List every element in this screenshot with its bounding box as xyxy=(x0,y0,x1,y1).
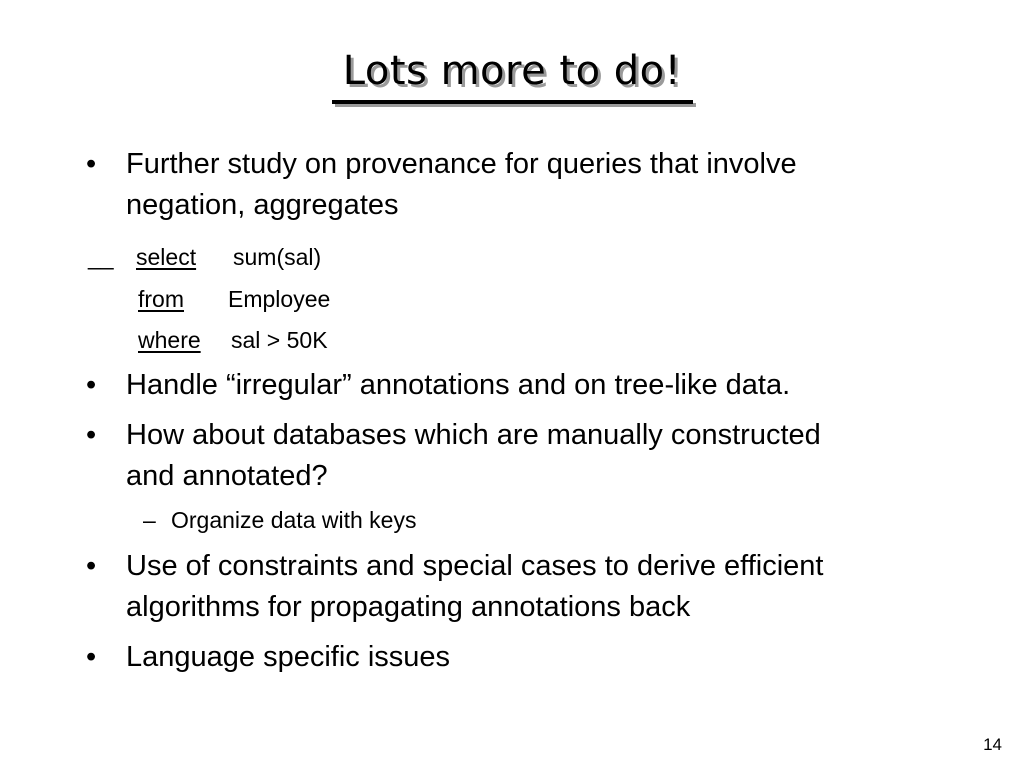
bullet-text-line: negation, aggregates xyxy=(126,189,399,221)
bullet-glyph: • xyxy=(86,641,97,673)
bullet-text-line: algorithms for propagating annotations back xyxy=(126,591,691,623)
query-blank: __ xyxy=(88,244,114,270)
query-from-expression: Employee xyxy=(228,286,331,312)
query-select-expression: sum(sal) xyxy=(233,244,322,270)
dash-glyph: – xyxy=(143,507,156,533)
bullet-text-line: How about databases which are manually constructed xyxy=(126,419,821,451)
bullet-glyph: • xyxy=(86,369,97,401)
bullet-text-line: Further study on provenance for queries that involve xyxy=(126,148,797,180)
sub-bullet-text: Organize data with keys xyxy=(171,507,417,533)
query-select-keyword: select xyxy=(136,244,197,270)
query-where-expression: sal > 50K xyxy=(231,327,328,353)
bullet-text-line: Language specific issues xyxy=(126,641,451,673)
bullet-glyph: • xyxy=(86,419,97,451)
bullet-glyph: • xyxy=(86,550,97,582)
bullet-glyph: • xyxy=(86,148,97,180)
query-where-keyword: where xyxy=(138,327,201,353)
query-from-keyword: from xyxy=(138,286,184,312)
bullet-text-line: Handle “irregular” annotations and on tree-like data. xyxy=(126,369,791,401)
title-underline xyxy=(332,100,693,104)
page-number: 14 xyxy=(983,735,1002,754)
bullet-text-line: Use of constraints and special cases to derive efficient xyxy=(126,550,824,582)
bullet-text-line: and annotated? xyxy=(126,460,328,492)
slide-title: Lots more to do! xyxy=(342,48,682,94)
